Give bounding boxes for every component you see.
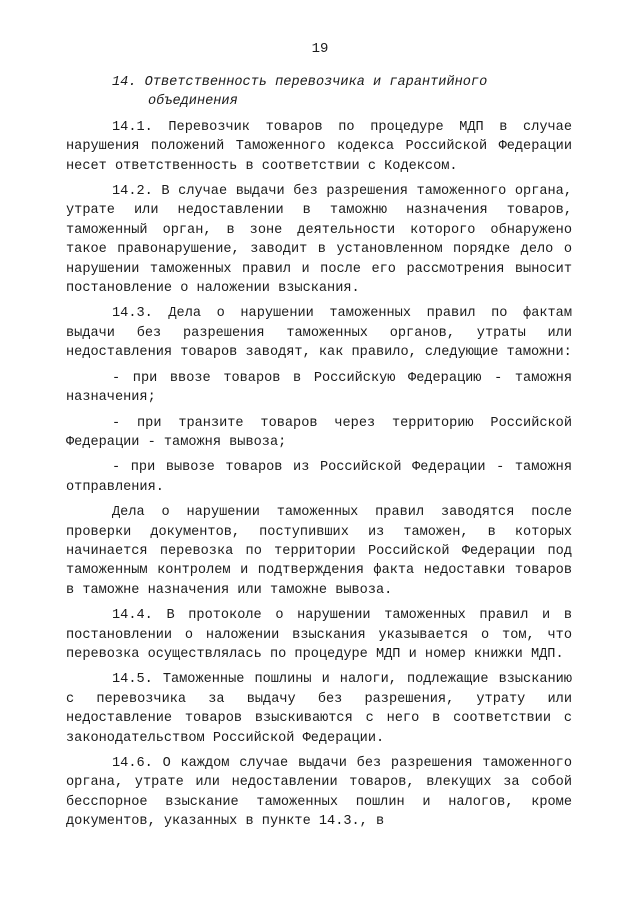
paragraph-14-3: 14.3. Дела о нарушении таможенных правил по фактам выдачи без разрешения таможенных органов, утраты или недоставления товаров заводят, как правило, следующие таможни: [66,306,572,361]
page-number: 19 [311,41,329,57]
list-item-import: - при ввозе товаров в Российскую Федерацию - таможня назначения; [66,370,572,406]
paragraph-cases: Дела о нарушении таможенных правил заводятся после проверки документов, поступивших из таможен, в которых начинается перевозка по территории Российской Федерации под таможенным контролем и подтверждения факта недоставки товаров в таможне назначения или таможне вывоза. [66,505,572,598]
paragraph-14-1: 14.1. Перевозчик товаров по процедуре МДП в случае нарушения положений Таможенного кодекса Российской Федерации несет ответственность в соответствии с Кодексом. [66,119,572,174]
section-title-line-2: объединения [148,94,238,110]
list-item-export: - при вывозе товаров из Российской Федерации - таможня отправления. [66,460,572,495]
section-title-line-1: 14. Ответственность перевозчика и гарантийного [112,75,488,90]
document-body [66,73,572,832]
paragraph-14-5: 14.5. Таможенные пошлины и налоги, подлежащие взысканию с перевозчика за выдачу без разрешения, утрату или недоставление товаров взыскиваются с него в соответствии с законодательством Российской Федерации. [66,672,572,746]
section-title [66,73,572,112]
list-item-transit: - при транзите товаров через территорию Российской Федерации - таможня вывоза; [66,415,572,450]
paragraph-14-2: 14.2. В случае выдачи без разрешения таможенного органа, утрате или недоставлении в таможню назначения товаров, таможенный орган, в зоне деятельности которого обнаружено такое правонарушение, заводит в установленном порядке дело о нарушении таможенных правил и после его рассмотрения выносит постановление о наложении взыскания. [66,184,572,297]
paragraph-14-6: 14.6. О каждом случае выдачи без разрешения таможенного органа, утрате или недоставлении товаров, влекущих за собой бесспорное взыскание таможенных пошлин и налогов, кроме документов, указанных в пункте 14.3., в [66,756,572,830]
paragraph-14-4: 14.4. В протоколе о нарушении таможенных правил и в постановлении о наложении взыскания указывается о том, что перевозка осуществлялась по процедуре МДП и номер книжки МДП. [66,608,572,662]
